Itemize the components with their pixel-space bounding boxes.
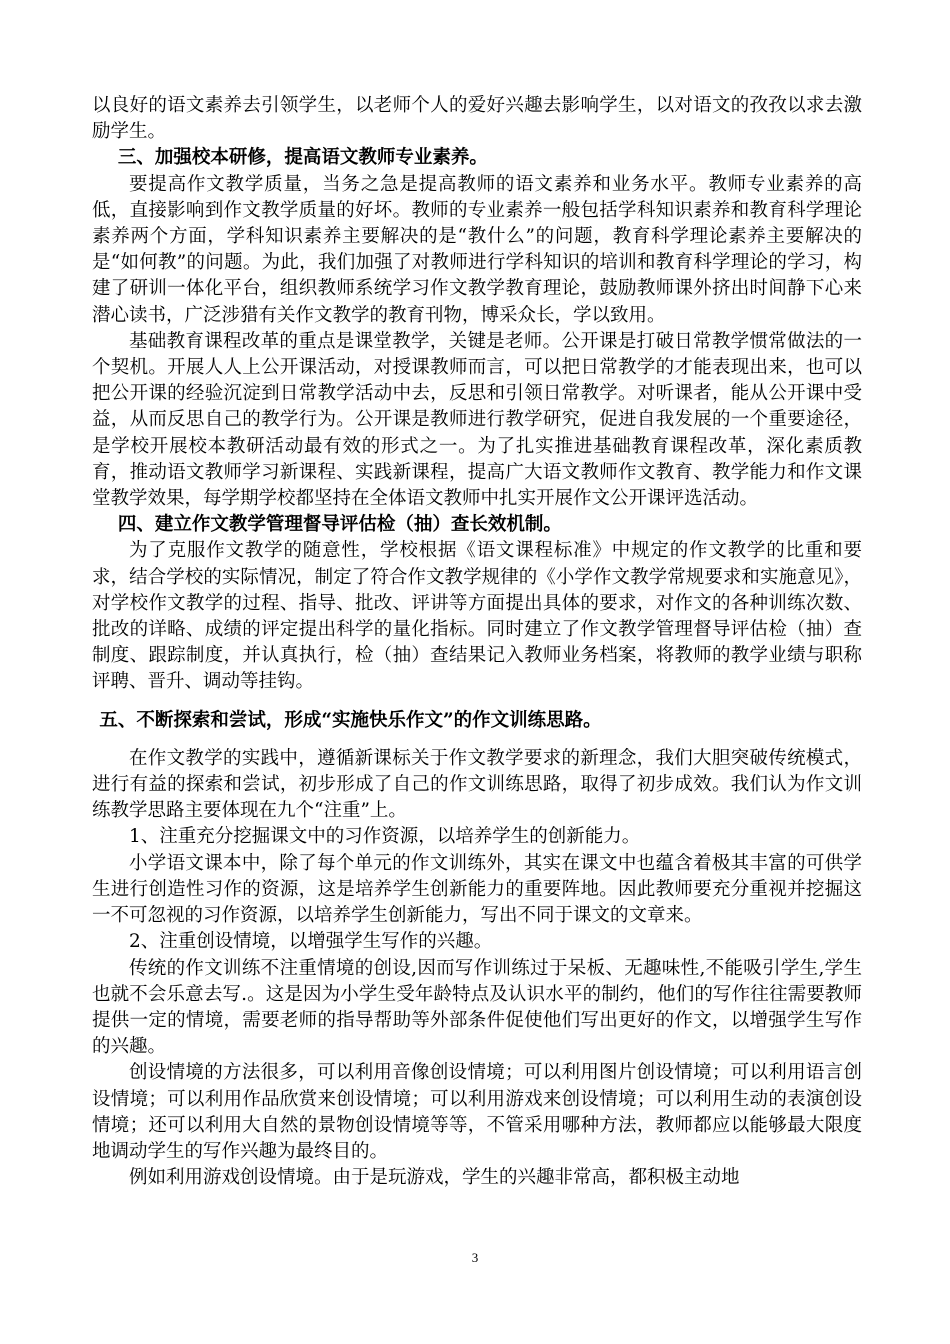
page-number: 3 [471, 1250, 479, 1265]
list-item-heading: 2、注重创设情境，以增强学生写作的兴趣。 [129, 931, 493, 953]
section-heading-3: 三、加强校本研修，提高语文教师专业素养。 [117, 147, 488, 169]
paragraph-continuation: 以良好的语文素养去引领学生，以老师个人的爱好兴趣去影响学生，以对语文的孜孜以求去激励学生。 [92, 95, 862, 143]
section-heading-5: 五、不断探索和尝试，形成“实施快乐作文”的作文训练思路。 [99, 709, 602, 731]
paragraph: 要提高作文教学质量，当务之急是提高教师的语文素养和业务水平。教师专业素养的高低，直接影响到作文教学质量的好坏。教师的专业素养一般包括学科知识素养和教育科学理论素养两个方面，学科知识素养主要解决的是“教什么”的问题，教育科学理论素养主要解决的是“如何教”的问题。为此，我们加强了对教师进行学科知识的培训和教育科学理论的学习，构建了研训一体化平台，组织教师系统学习作文教学教育理论，鼓励教师课外挤出时间静下心来潜心读书，广泛涉猎有关作文教学的教育刊物，博采众长，学以致用。 [92, 173, 862, 326]
paragraph: 创设情境的方法很多，可以利用音像创设情境；可以利用图片创设情境；可以利用语言创设情境；可以利用作品欣赏来创设情境；可以利用游戏来创设情境；可以利用生动的表演创设情境；还可以利用大自然的景物创设情境等等，不管采用哪种方法，教师都应以能够最大限度地调动学生的写作兴趣为最终目的。 [92, 1062, 862, 1162]
paragraph: 在作文教学的实践中，遵循新课标关于作文教学要求的新理念，我们大胆突破传统模式，进行有益的探索和尝试，初步形成了自己的作文训练思路，取得了初步成效。我们认为作文训练教学思路主要体现在九个“注重”上。 [92, 747, 862, 822]
list-item-heading: 1、注重充分挖掘课文中的习作资源，以培养学生的创新能力。 [129, 826, 641, 848]
paragraph: 小学语文课本中，除了每个单元的作文训练外，其实在课文中也蕴含着极其丰富的可供学生进行创造性习作的资源，这是培养学生创新能力的重要阵地。因此教师要充分重视并挖掘这一不可忽视的习作资源，以培养学生创新能力，写出不同于课文的文章来。 [92, 852, 862, 927]
paragraph: 例如利用游戏创设情境。由于是玩游戏，学生的兴趣非常高，都积极主动地 [129, 1167, 740, 1189]
paragraph: 为了克服作文教学的随意性，学校根据《语文课程标准》中规定的作文教学的比重和要求，结合学校的实际情况，制定了符合作文教学规律的《小学作文教学常规要求和实施意见》，对学校作文教学的过程、指导、批改、评讲等方面提出具体的要求，对作文的各种训练次数、批改的详略、成绩的评定提出科学的量化指标。同时建立了作文教学管理督导评估检（抽）查制度、跟踪制度，并认真执行，检（抽）查结果记入教师业务档案，将教师的教学业绩与职称评聘、晋升、调动等挂钩。 [92, 540, 862, 693]
paragraph: 传统的作文训练不注重情境的创设,因而写作训练过于呆板、无趣味性,不能吸引学生,学生也就不会乐意去写.。这是因为小学生受年龄特点及认识水平的制约，他们的写作往往需要教师提供一定的情境，需要老师的指导帮助等外部条件促使他们写出更好的作文，以增强学生写作的兴趣。 [92, 957, 862, 1058]
paragraph: 基础教育课程改革的重点是课堂教学，关键是老师。公开课是打破日常教学惯常做法的一个契机。开展人人上公开课活动，对授课教师而言，可以把日常教学的才能表现出来，也可以把公开课的经验沉淀到日常教学活动中去，反思和引领日常教学。对听课者，能从公开课中受益，从而反思自己的教学行为。公开课是教师进行教学研究，促进自我发展的一个重要途径，是学校开展校本教研活动最有效的形式之一。为了扎实推进基础教育课程改革，深化素质教育，推动语文教师学习新课程、实践新课程，提高广大语文教师作文教育、教学能力和作文课堂教学效果，每学期学校都坚持在全体语文教师中扎实开展作文公开课评选活动。 [92, 330, 862, 510]
section-heading-4: 四、建立作文教学管理督导评估检（抽）查长效机制。 [117, 514, 562, 536]
document-body [92, 93, 862, 1191]
